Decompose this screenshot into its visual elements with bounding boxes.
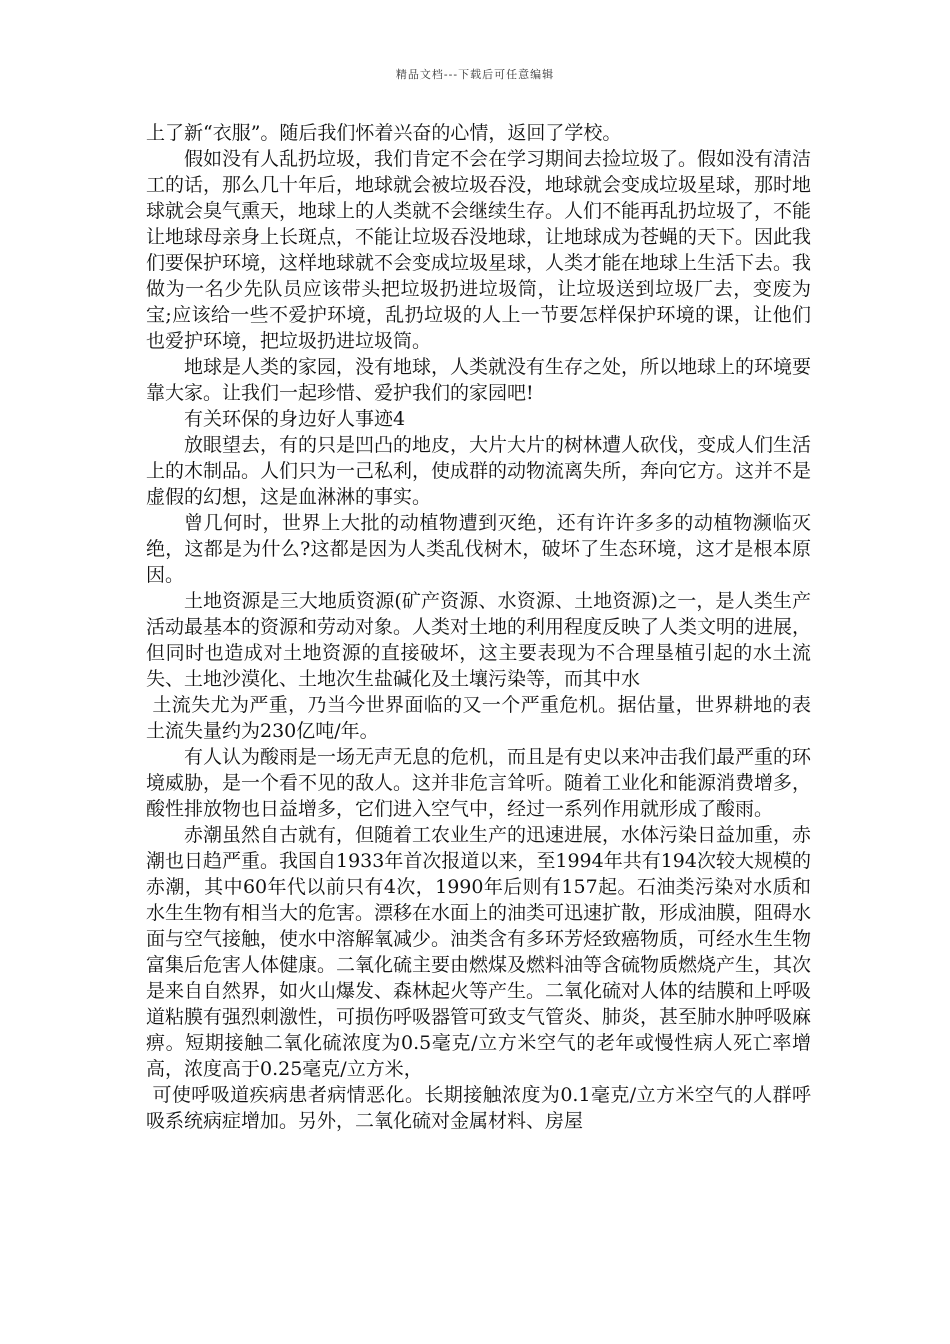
paragraph: 有人认为酸雨是一场无声无息的危机，而且是有史以来冲击我们最严重的环境威胁，是一个看不见的敌人。这并非危言耸听。随着工业化和能源消费增多，酸性排放物也日益增多，它们进入空气中，经过一系列作用就形成了酸雨。 [146, 746, 812, 820]
paragraph: 曾几何时，世界上大批的动植物遭到灭绝，还有许许多多的动植物濒临灭绝，这都是为什么?这都是因为人类乱伐树木，破坏了生态环境，这才是根本原因。 [146, 512, 811, 586]
section-heading: 有关环保的身边好人事迹4 [184, 408, 406, 430]
paragraph: 赤潮虽然自古就有，但随着工农业生产的迅速进展，水体污染日益加重，赤潮也日趋严重。我国自1933年首次报道以来，至1994年共有194次较大规模的赤潮，其中60年代以前只有4次，1990年后则有157起。石油类污染对水质和水生生物有相当大的危害。漂移在水面上的油类可迅速扩散，形成油膜，阻碍水面与空气接触，使水中溶解氧减少。油类含有多环芳烃致癌物质，可经水生生物富集后危害人体健康。二氧化硫主要由燃煤及燃料油等含硫物质燃烧产生，其次是来自自然界，如火山爆发、森林起火等产生。二氧化硫对人体的结膜和上呼吸道粘膜有强烈刺激性，可损伤呼吸器管可致支气管炎、肺炎，甚至肺水肿呼吸麻痹。短期接触二氧化硫浓度为0.5毫克/立方米空气的老年或慢性病人死亡率增高，浓度高于0.25毫克/立方米， [146, 824, 812, 1080]
paragraph: 上了新“衣服”。随后我们怀着兴奋的心情，返回了学校。 [146, 122, 622, 144]
document-body [146, 120, 811, 1134]
paragraph: 土地资源是三大地质资源(矿产资源、水资源、土地资源)之一，是人类生产活动最基本的资源和劳动对象。人类对土地的利用程度反映了人类文明的进展，但同时也造成对土地资源的直接破坏，这主要表现为不合理垦植引起的水土流失、土地沙漠化、土地次生盐碱化及土壤污染等，而其中水 [146, 590, 812, 690]
paragraph: 放眼望去，有的只是凹凸的地皮，大片大片的树林遭人砍伐，变成人们生活上的木制品。人们只为一己私利，使成群的动物流离失所，奔向它方。这并不是虚假的幻想，这是血淋淋的事实。 [146, 434, 812, 508]
paragraph: 可使呼吸道疾病患者病情恶化。长期接触浓度为0.1毫克/立方米空气的人群呼吸系统病症增加。另外，二氧化硫对金属材料、房屋 [146, 1084, 811, 1132]
paragraph: 假如没有人乱扔垃圾，我们肯定不会在学习期间去捡垃圾了。假如没有清洁工的话，那么几十年后，地球就会被垃圾吞没，地球就会变成垃圾星球，那时地球就会臭气熏天，地球上的人类就不会继续生存。人们不能再乱扔垃圾了，不能让地球母亲身上长斑点，不能让垃圾吞没地球，让地球成为苍蝇的天下。因此我们要保护环境，这样地球就不会变成垃圾星球，人类才能在地球上生活下去。我做为一名少先队员应该带头把垃圾扔进垃圾筒，让垃圾送到垃圾厂去，变废为宝;应该给一些不爱护环境，乱扔垃圾的人上一节要怎样保护环境的课，让他们也爱护环境，把垃圾扔进垃圾筒。 [146, 148, 812, 352]
page-header: 精品文档---下载后可任意编辑 [395, 68, 555, 81]
paragraph: 地球是人类的家园，没有地球，人类就没有生存之处，所以地球上的环境要靠大家。让我们一起珍惜、爱护我们的家园吧! [146, 356, 812, 404]
paragraph: 土流失尤为严重，乃当今世界面临的又一个严重危机。据估量，世界耕地的表土流失量约为230亿吨/年。 [146, 694, 811, 742]
